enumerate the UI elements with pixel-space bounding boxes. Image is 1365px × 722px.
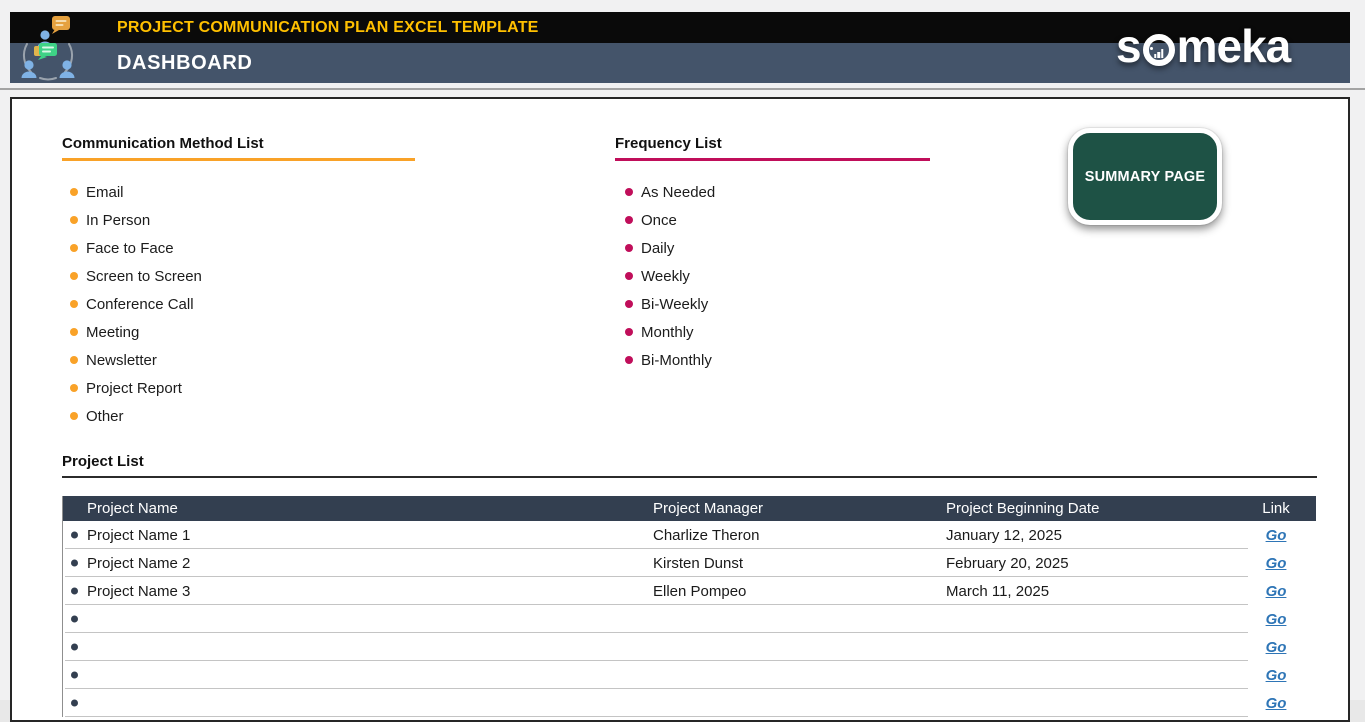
project-manager-cell: Kirsten Dunst bbox=[653, 554, 744, 572]
communication-method-label: Screen to Screen bbox=[86, 267, 202, 285]
communication-method-label: Face to Face bbox=[86, 239, 174, 257]
someka-logo-bar-chart-icon bbox=[1143, 34, 1175, 66]
communication-method-label: In Person bbox=[86, 211, 151, 229]
bullet-icon bbox=[71, 616, 78, 623]
bullet-icon bbox=[71, 560, 78, 567]
frequency-label: Daily bbox=[641, 239, 675, 257]
table-row bbox=[63, 633, 1316, 661]
bullet-icon bbox=[625, 244, 633, 252]
bullet-icon bbox=[70, 328, 78, 336]
go-link[interactable]: Go bbox=[1265, 638, 1287, 656]
communication-title-underline bbox=[62, 158, 415, 161]
frequency-label: Weekly bbox=[641, 267, 690, 285]
bullet-icon bbox=[71, 588, 78, 595]
communication-method-label: Email bbox=[86, 183, 124, 201]
go-link[interactable]: Go bbox=[1265, 554, 1287, 572]
project-manager-cell: Ellen Pompeo bbox=[653, 582, 747, 600]
bullet-icon bbox=[70, 272, 78, 280]
frequency-label: Bi-Monthly bbox=[641, 351, 712, 369]
app-title: PROJECT COMMUNICATION PLAN EXCEL TEMPLATE bbox=[117, 19, 539, 36]
bullet-icon bbox=[71, 532, 78, 539]
communication-method-list bbox=[62, 178, 202, 430]
go-link[interactable]: Go bbox=[1265, 666, 1287, 684]
table-row bbox=[63, 577, 1316, 605]
project-list-title: Project List bbox=[62, 453, 144, 470]
bullet-icon bbox=[71, 672, 78, 679]
bullet-icon bbox=[625, 188, 633, 196]
bullet-icon bbox=[625, 300, 633, 308]
dashboard-sheet bbox=[10, 97, 1350, 722]
frequency-item bbox=[617, 290, 715, 318]
communication-method-item bbox=[62, 178, 202, 206]
bullet-icon bbox=[70, 300, 78, 308]
communication-method-label: Other bbox=[86, 407, 124, 425]
project-date-cell: February 20, 2025 bbox=[946, 554, 1069, 572]
communication-method-list-title: Communication Method List bbox=[62, 135, 264, 152]
project-title-underline bbox=[62, 476, 1317, 478]
communication-method-label: Project Report bbox=[86, 379, 182, 397]
summary-page-button[interactable]: SUMMARY PAGE bbox=[1068, 128, 1222, 225]
go-link[interactable]: Go bbox=[1265, 526, 1287, 544]
frequency-item bbox=[617, 234, 715, 262]
frequency-list bbox=[617, 178, 715, 374]
bullet-icon bbox=[625, 216, 633, 224]
project-table-header-row bbox=[63, 496, 1316, 521]
project-name-cell: Project Name 3 bbox=[87, 582, 191, 600]
communication-method-item bbox=[62, 262, 202, 290]
bullet-icon bbox=[71, 700, 78, 707]
bullet-icon bbox=[70, 244, 78, 252]
go-link[interactable]: Go bbox=[1265, 582, 1287, 600]
table-row bbox=[63, 521, 1316, 549]
bullet-icon bbox=[625, 272, 633, 280]
table-row bbox=[63, 549, 1316, 577]
frequency-item bbox=[617, 318, 715, 346]
speech-bubble-icon bbox=[52, 16, 70, 34]
column-header-link: Link bbox=[1262, 500, 1290, 517]
frequency-label: As Needed bbox=[641, 183, 716, 201]
bullet-icon bbox=[625, 356, 633, 364]
frequency-title-underline bbox=[615, 158, 930, 161]
project-table bbox=[62, 496, 1316, 717]
go-link[interactable]: Go bbox=[1265, 610, 1287, 628]
project-name-cell: Project Name 1 bbox=[87, 526, 191, 544]
table-row bbox=[63, 661, 1316, 689]
project-name-cell: Project Name 2 bbox=[87, 554, 191, 572]
bullet-icon bbox=[70, 188, 78, 196]
frequency-item bbox=[617, 262, 715, 290]
bullet-icon bbox=[70, 384, 78, 392]
communication-method-item bbox=[62, 402, 202, 430]
bullet-icon bbox=[70, 216, 78, 224]
chat-bubbles-icon bbox=[34, 43, 57, 60]
table-row bbox=[63, 689, 1316, 717]
communication-method-label: Conference Call bbox=[86, 295, 194, 313]
frequency-label: Monthly bbox=[641, 323, 694, 341]
bullet-icon bbox=[70, 356, 78, 364]
communication-method-label: Meeting bbox=[86, 323, 140, 341]
table-row bbox=[63, 605, 1316, 633]
project-date-cell: March 11, 2025 bbox=[946, 582, 1050, 600]
frequency-label: Once bbox=[641, 211, 677, 229]
someka-logo bbox=[1116, 18, 1290, 74]
bullet-icon bbox=[71, 644, 78, 651]
communication-method-item bbox=[62, 234, 202, 262]
frequency-item bbox=[617, 178, 715, 206]
frequency-item bbox=[617, 346, 715, 374]
someka-logo-text-suffix: meka bbox=[1176, 20, 1291, 72]
communication-method-label: Newsletter bbox=[86, 351, 157, 369]
go-link[interactable]: Go bbox=[1265, 694, 1287, 712]
someka-logo-text-prefix: s bbox=[1116, 20, 1141, 72]
bullet-icon bbox=[625, 328, 633, 336]
frequency-list-title: Frequency List bbox=[615, 135, 722, 152]
column-header-project-manager: Project Manager bbox=[653, 500, 764, 517]
column-header-project-name: Project Name bbox=[87, 500, 178, 517]
frequency-label: Bi-Weekly bbox=[641, 295, 709, 313]
page-title: DASHBOARD bbox=[117, 52, 253, 74]
project-date-cell: January 12, 2025 bbox=[946, 526, 1062, 544]
project-table-body bbox=[63, 521, 1316, 717]
header-divider-line bbox=[0, 88, 1365, 90]
bullet-icon bbox=[70, 412, 78, 420]
project-manager-cell: Charlize Theron bbox=[653, 526, 760, 544]
communication-method-item bbox=[62, 290, 202, 318]
communication-method-item bbox=[62, 346, 202, 374]
communication-method-item bbox=[62, 206, 202, 234]
column-header-project-beginning-date: Project Beginning Date bbox=[946, 500, 1100, 517]
communication-people-logo-icon bbox=[14, 13, 82, 83]
communication-method-item bbox=[62, 318, 202, 346]
frequency-item bbox=[617, 206, 715, 234]
communication-method-item bbox=[62, 374, 202, 402]
